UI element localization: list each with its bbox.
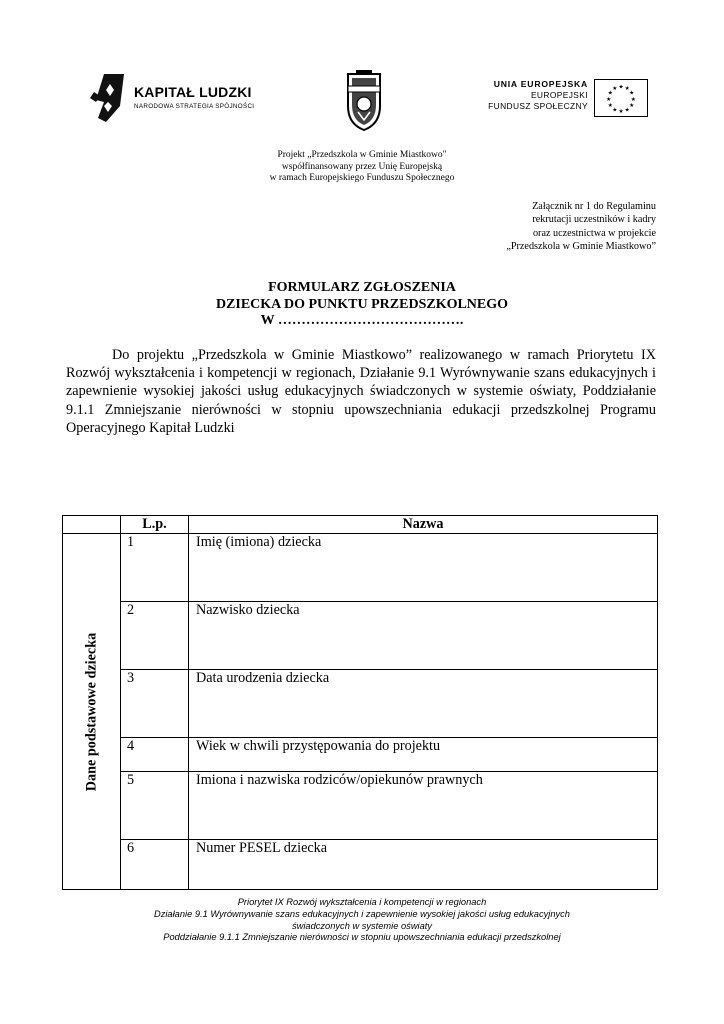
project-info <box>0 150 724 185</box>
row-number: 6 <box>121 840 189 890</box>
row-field-birth-date[interactable]: Data urodzenia dziecka <box>189 670 658 738</box>
table-row <box>63 602 658 670</box>
row-number: 2 <box>121 602 189 670</box>
svg-text:★: ★ <box>629 90 635 97</box>
section-label-cell <box>63 534 121 890</box>
svg-text:★: ★ <box>607 103 613 109</box>
svg-text:★: ★ <box>629 103 635 109</box>
table-row <box>63 738 658 772</box>
row-field-first-name[interactable]: Imię (imiona) dziecka <box>189 534 658 602</box>
attachment-line: Załącznik nr 1 do Regulaminu <box>532 201 656 212</box>
project-info-line: w ramach Europejskiego Funduszu Społecznego <box>269 173 455 183</box>
table-row <box>63 840 658 890</box>
kapital-ludzki-title: KAPITAŁ LUDZKI <box>134 84 252 100</box>
row-field-parents[interactable]: Imiona i nazwiska rodziców/opiekunów prawnych <box>189 772 658 840</box>
row-number: 4 <box>121 738 189 772</box>
header-lp: L.p. <box>121 516 189 534</box>
kapital-ludzki-emblem-icon <box>90 72 130 126</box>
table-header-row <box>63 516 658 534</box>
attachment-line: „Przedszkola w Gminie Miastkowo” <box>506 241 656 253</box>
attachment-note <box>506 200 656 254</box>
svg-text:★: ★ <box>612 86 618 93</box>
table-row <box>63 772 658 840</box>
municipality-crest-icon <box>344 70 384 132</box>
footer-line: Poddziałanie 9.1.1 Zmniejszanie nierówności w stopniu upowszechniania edukacji przedszkolnej <box>163 932 561 943</box>
footer-line: Priorytet IX Rozwój wykształcenia i kompetencji w regionach <box>237 897 487 907</box>
svg-text:★: ★ <box>618 84 624 91</box>
svg-text:★: ★ <box>607 90 613 97</box>
row-field-pesel[interactable]: Numer PESEL dziecka <box>189 840 658 890</box>
eu-line2: EUROPEJSKI <box>530 90 588 100</box>
footer-line: świadczonych w systemie oświaty <box>291 920 433 931</box>
row-field-last-name[interactable]: Nazwisko dziecka <box>189 602 658 670</box>
header-nazwa: Nazwa <box>189 516 658 534</box>
title-line: W …………………………………. <box>260 313 464 329</box>
row-number: 3 <box>121 670 189 738</box>
svg-text:★: ★ <box>630 96 636 103</box>
svg-text:★: ★ <box>624 107 630 114</box>
header-blank <box>63 516 121 534</box>
row-number: 5 <box>121 772 189 840</box>
kapital-ludzki-logo <box>90 72 260 126</box>
attachment-line: oraz uczestnictwa w projekcie <box>532 227 656 239</box>
title-line: FORMULARZ ZGŁOSZENIA <box>268 280 456 295</box>
intro-paragraph: Do projektu „Przedszkola w Gminie Miastkowo” realizowanego w ramach Priorytetu IX Rozwój wykształcenia i kompetencji w regionach, Działanie 9.1 Wyrównywanie szans edukacyjnych i zapewnienie wysokiej jakości usług edukacyjnych świadczonych w systemie oświaty, Poddziałanie 9.1.1 Zmniejszanie nierówności w stopniu upowszechniania edukacji przedszkolnej Programu Operacyjnego Kapitał Ludzki <box>66 347 656 436</box>
row-field-age[interactable]: Wiek w chwili przystępowania do projektu <box>189 738 658 772</box>
svg-text:★: ★ <box>618 109 624 116</box>
title-line: DZIECKA DO PUNKTU PRZEDSZKOLNEGO <box>215 296 509 312</box>
svg-text:★: ★ <box>612 107 618 114</box>
project-info-line: Projekt „Przedszkola w Gminie Miastkowo" <box>277 150 447 160</box>
eu-flag-icon <box>594 79 648 117</box>
svg-text:★: ★ <box>624 86 630 93</box>
eu-line3: FUNDUSZ SPOŁECZNY <box>488 101 588 111</box>
svg-text:★: ★ <box>606 96 612 103</box>
table-row <box>63 670 658 738</box>
eu-logo <box>486 79 650 121</box>
table-row <box>63 534 658 602</box>
section-label: Dane podstawowe dziecka <box>83 632 99 791</box>
eu-line1: UNIA EUROPEJSKA <box>493 79 588 89</box>
page-footer <box>0 897 724 944</box>
child-data-table <box>62 515 658 890</box>
attachment-line: rekrutacji uczestników i kadry <box>532 214 656 226</box>
footer-line: Działanie 9.1 Wyrównywanie szans edukacyjnych i zapewnienie wysokiej jakości usług edukacyjnych <box>154 908 570 919</box>
project-info-line: współfinansowany przez Unię Europejską <box>281 161 443 172</box>
kapital-ludzki-subtitle: NARODOWA STRATEGIA SPÓJNOŚCI <box>134 103 255 110</box>
row-number: 1 <box>121 534 189 602</box>
form-title <box>0 280 724 330</box>
